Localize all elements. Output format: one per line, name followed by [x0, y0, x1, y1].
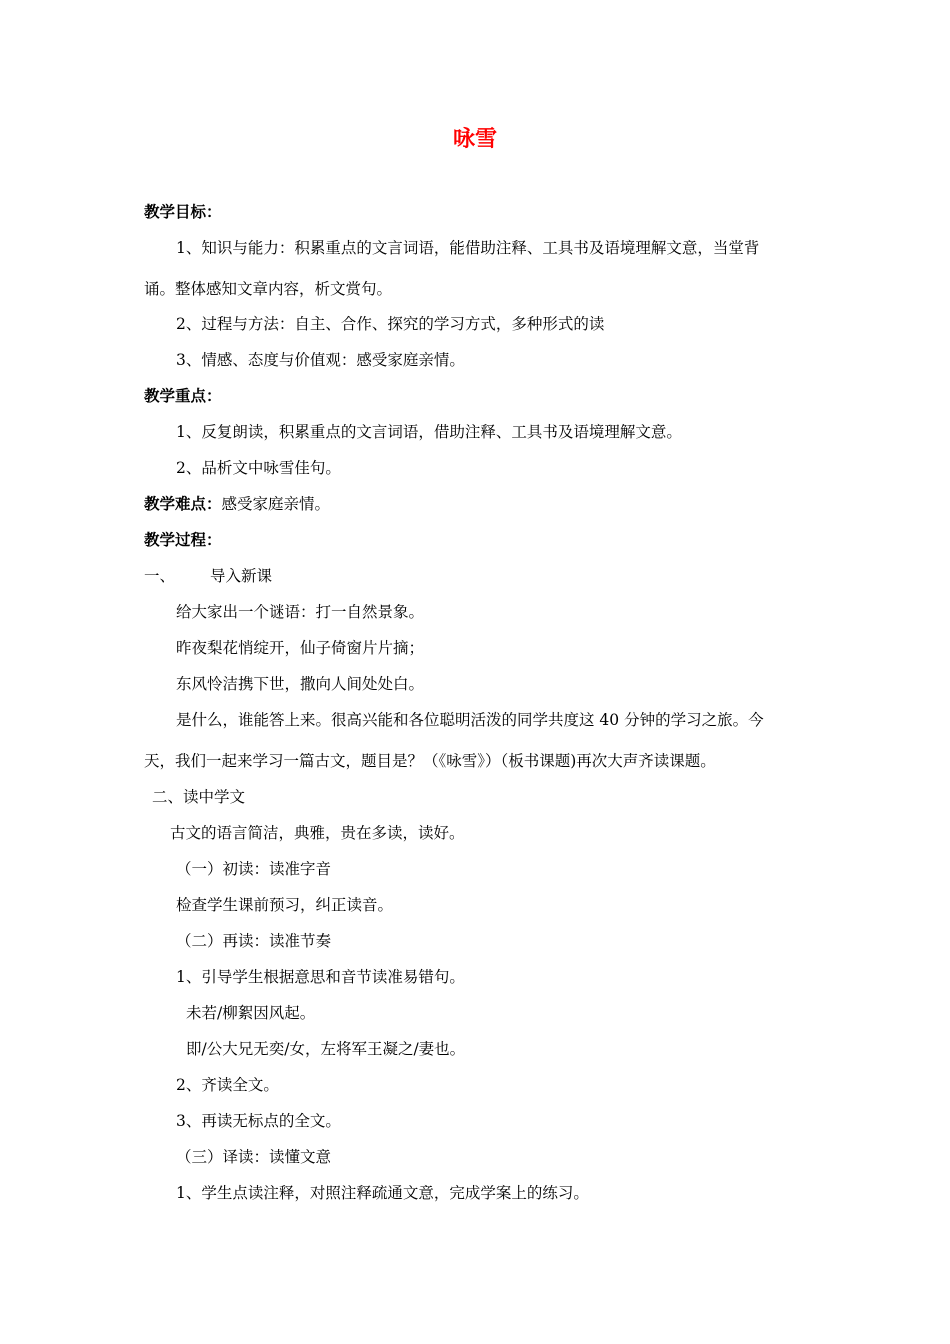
subsection-2-item-3: 3、再读无标点的全文。: [176, 1112, 341, 1130]
key-point-item-1: 1、反复朗读，积累重点的文言词语，借助注释、工具书及语境理解文意。: [176, 423, 682, 441]
difficulty-text: 感受家庭亲情。: [221, 495, 331, 513]
section-1-heading: [144, 566, 272, 586]
riddle-line-2: 东风怜洁携下世，撒向人间处处白。: [176, 675, 425, 693]
objective-item-1-line-1: 1、知识与能力：积累重点的文言词语，能借助注释、工具书及语境理解文意，当堂背: [176, 239, 760, 257]
section-2-title: 二、读中学文: [152, 788, 246, 806]
section-1-number: 一、: [144, 567, 176, 585]
objective-item-1-line-2: 诵。整体感知文章内容，析文赏句。: [144, 280, 393, 298]
riddle-intro: 给大家出一个谜语：打一自然景象。: [176, 603, 425, 621]
subsection-2-example-2: 即/公大兄无奕/女，左将军王凝之/妻也。: [186, 1040, 466, 1058]
subsection-1-title: （一）初读：读准字音: [176, 860, 332, 878]
subsection-2-item-1: 1、引导学生根据意思和音节读准易错句。: [176, 968, 465, 986]
objective-item-3: 3、情感、态度与价值观：感受家庭亲情。: [176, 351, 465, 369]
subsection-3-title: （三）译读：读懂文意: [176, 1148, 332, 1166]
riddle-line-1: 昨夜梨花悄绽开，仙子倚窗片片摘；: [176, 639, 425, 657]
subsection-2-item-2: 2、齐读全文。: [176, 1076, 279, 1094]
objective-item-2: 2、过程与方法：自主、合作、探究的学习方式，多种形式的读: [176, 315, 605, 333]
intro-paragraph-line-2: 天，我们一起来学习一篇古文，题目是？（《咏雪》）（板书课题)再次大声齐读课题。: [144, 752, 716, 770]
subsection-1-text: 检查学生课前预习，纠正读音。: [176, 896, 394, 914]
key-point-item-2: 2、品析文中咏雪佳句。: [176, 459, 341, 477]
key-points-heading: 教学重点：: [144, 387, 222, 405]
subsection-3-item-1: 1、学生点读注释，对照注释疏通文意，完成学案上的练习。: [176, 1184, 589, 1202]
difficulty-heading: 教学难点：: [144, 495, 222, 513]
subsection-2-example-1: 未若/柳絮因风起。: [186, 1004, 316, 1022]
section-1-title: 导入新课: [210, 567, 273, 585]
objectives-heading: 教学目标：: [144, 203, 222, 221]
section-2-intro: 古文的语言简洁，典雅，贵在多读，读好。: [170, 824, 465, 842]
document-title: 咏雪: [452, 127, 497, 152]
intro-paragraph-line-1: 是什么，谁能答上来。很高兴能和各位聪明活泼的同学共度这 40 分钟的学习之旅。今: [176, 711, 764, 729]
process-heading: 教学过程：: [144, 531, 222, 549]
subsection-2-title: （二）再读：读准节奏: [176, 932, 332, 950]
difficulty-line: [144, 494, 330, 514]
